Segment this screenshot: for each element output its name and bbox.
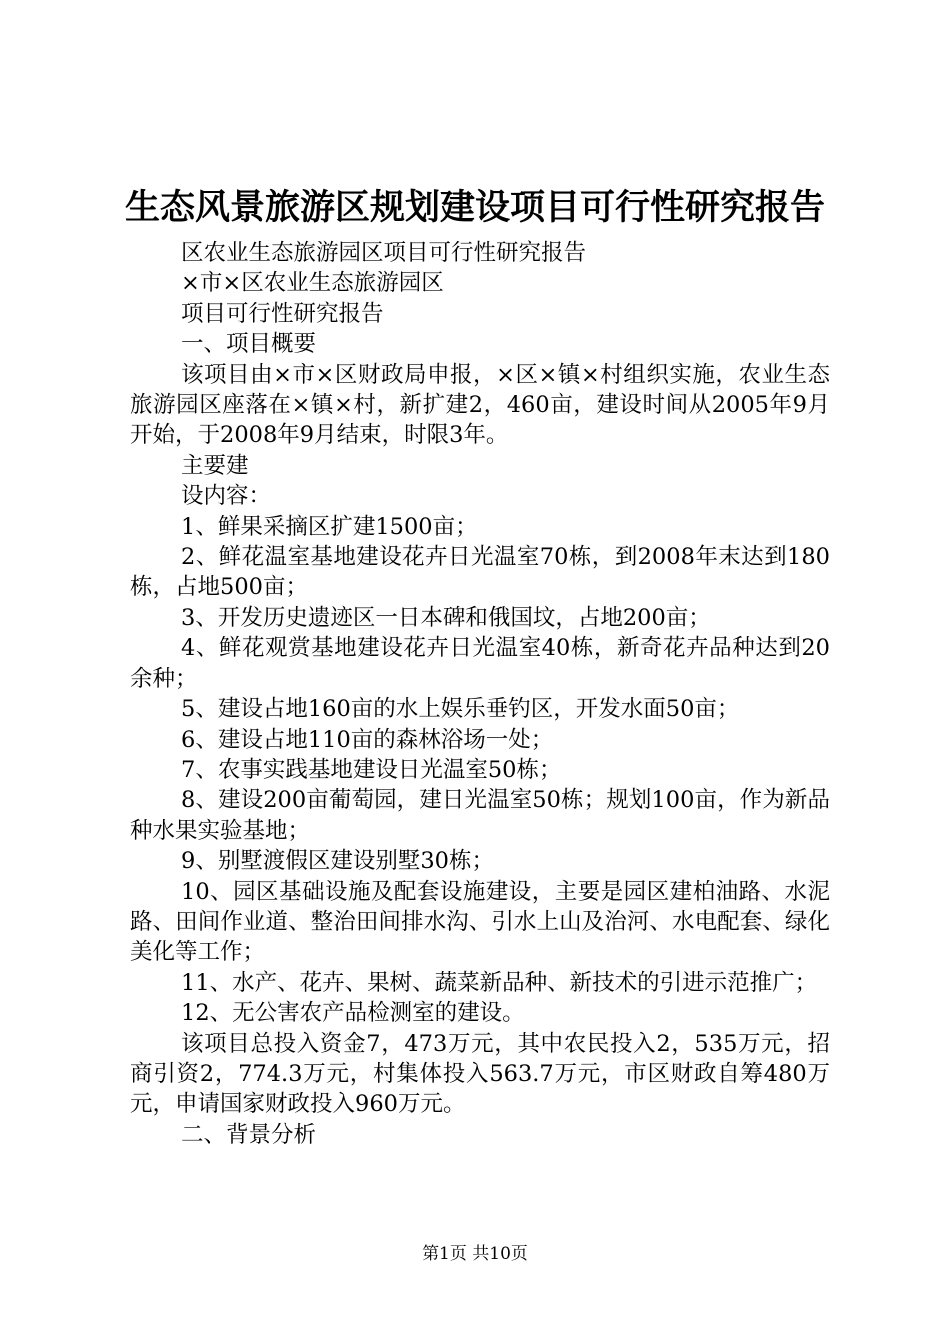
paragraph: 项目可行性研究报告 xyxy=(181,300,384,327)
list-item: 9、别墅渡假区建设别墅30栋； xyxy=(181,848,494,875)
list-item: 5、建设占地160亩的水上娱乐垂钓区，开发水面50亩； xyxy=(181,696,740,723)
list-item: 1、鲜果采摘区扩建1500亩； xyxy=(181,513,478,540)
paragraph: ×市×区农业生态旅游园区 xyxy=(181,270,444,297)
list-item: 2、鲜花温室基地建设花卉日光温室70栋，到2008年末达到180栋，占地500亩； xyxy=(130,544,830,601)
document-body xyxy=(130,238,830,1150)
paragraph: 区农业生态旅游园区项目可行性研究报告 xyxy=(181,240,587,266)
paragraph: 该项目由×市×区财政局申报，×区×镇×村组织实施，农业生态旅游园区座落在×镇×村，新扩建2，460亩，建设时间从2005年9月开始，于2008年9月结束，时限3年。 xyxy=(130,361,830,449)
list-item: 3、开发历史遗迹区一日本碑和俄国坟，占地200亩； xyxy=(181,604,711,631)
document-title: 生态风景旅游区规划建设项目可行性研究报告 xyxy=(124,187,825,228)
paragraph: 设内容： xyxy=(181,483,272,510)
paragraph: 该项目总投入资金7，473万元，其中农民投入2，535万元，招商引资2，774.3万元，村集体投入563.7万元，市区财政自筹480万元，申请国家财政投入960万元。 xyxy=(130,1030,830,1118)
list-item: 6、建设占地110亩的森林浴场一处； xyxy=(181,726,554,753)
list-item: 7、农事实践基地建设日光温室50栋； xyxy=(181,756,562,783)
list-item: 8、建设200亩葡萄园，建日光温室50栋；规划100亩，作为新品种水果实验基地； xyxy=(130,787,830,844)
list-item: 10、园区基础设施及配套设施建设，主要是园区建柏油路、水泥路、田间作业道、整治田间排水沟、引水上山及治河、水电配套、绿化美化等工作； xyxy=(130,878,830,966)
section-heading: 一、项目概要 xyxy=(181,331,317,358)
section-heading: 二、背景分析 xyxy=(181,1121,317,1148)
list-item: 12、无公害农产品检测室的建设。 xyxy=(181,1000,525,1027)
paragraph: 主要建 xyxy=(181,452,249,479)
list-item: 11、水产、花卉、果树、蔬菜新品种、新技术的引进示范推广； xyxy=(181,969,818,996)
list-item: 4、鲜花观赏基地建设花卉日光温室40栋，新奇花卉品种达到20余种； xyxy=(130,635,830,692)
page-footer: 第1页 共10页 xyxy=(422,1244,528,1264)
